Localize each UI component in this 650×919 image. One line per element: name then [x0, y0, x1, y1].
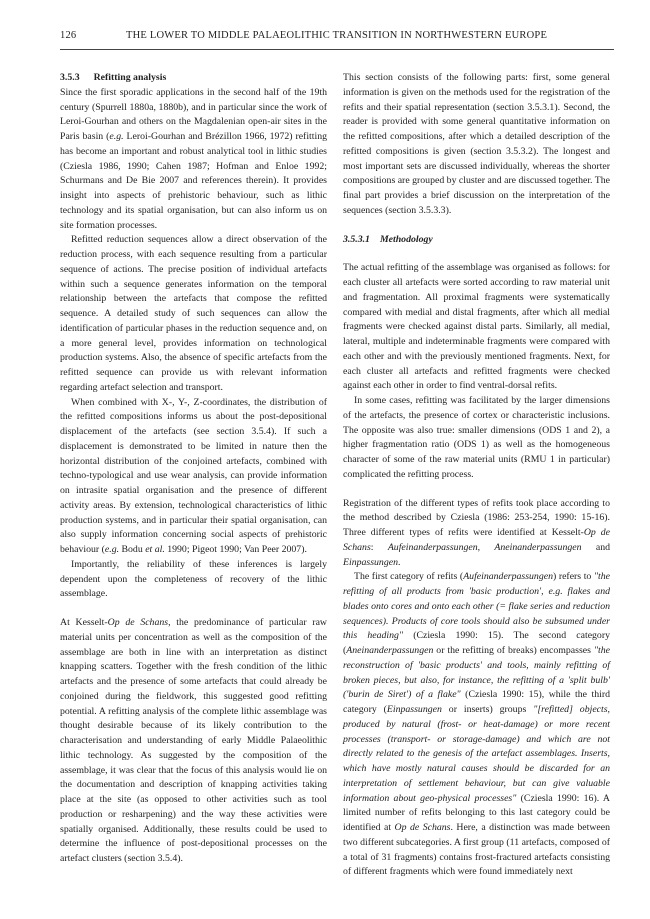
- text-run: At Kesselt-: [60, 617, 108, 628]
- text-run: ) refers to: [552, 571, 594, 583]
- spacer: [343, 219, 610, 233]
- paragraph: This section consists of the following parts: first, some general information is given on the methods used for the registration of the refits and their spatial representation (section 3.5.3.1). Second, the reader is provided with some general quantitative information on the refitted compositions, after which a detailed description of the refitted compositions is given (section 3.5.3.2). The longest and most important sets are discussed individually, whereas the shorter compositions are grouped by cluster and are discussed together. The final part provides a brief discussion on the interpretation of the sequences (section 3.5.3.3).: [343, 72, 610, 216]
- text-run: . Here, a distinction was made between two different subcategories. A first group (11 artefacts, composed of a total of 31 fragments) contains frost-fractured artefacts consisting of different fragments which were found immediately next: [343, 822, 611, 878]
- paragraph: In some cases, refitting was facilitated by the larger dimensions of the artefacts, the presence of cortex or characteristic inclusions. The opposite was also true: smaller dimensions (ODS 1 and 2), a higher fragmentation ratio (ODS 1) as well as the homogeneous character of some of the raw material units (RMU 1 in particular) complicated the refitting process.: [343, 395, 610, 480]
- italic-run: e.g.: [104, 544, 120, 555]
- text-run: :: [370, 541, 388, 553]
- text-run: Registration of the different types of refits took place according to the method described by Cziesla (1986: 253-254, 1990: 15-16). Three different types of refits were identified at Kesselt-: [343, 497, 610, 538]
- section-title: Refitting analysis: [93, 72, 167, 83]
- italic-run: et al.: [145, 544, 165, 555]
- paragraph: [60, 396, 327, 558]
- text-run: or the refitting of breaks) encompasses: [433, 645, 594, 656]
- paragraph: [343, 570, 610, 880]
- text-run: (Cziesla 1990: 16). A limited number of refits belonging to this last category could be identified at: [343, 792, 610, 833]
- text-run: Bodu: [119, 544, 146, 555]
- italic-run: Aneinanderpassungen: [494, 541, 582, 553]
- subsection-heading: [343, 233, 610, 248]
- running-header: [60, 30, 614, 46]
- paragraph: [343, 497, 610, 571]
- italic-quote: "[refitted] objects, produced by natural (frost- or heat-damage) or more recent processes (transport- or storage-damage) and which are not directly related to the genesis of the artefact assemblages. Inserts, which have mostly natural causes should be discarded for an interpretation of settlement behaviour, but can give valuable information about geo-physical processes": [343, 704, 611, 804]
- paragraph: [60, 86, 327, 234]
- italic-quote: "the refitting of all products from 'basic production', e.g. flakes and blades onto cores and onto each other (= flake series and reduction sequences). Products of core tools should also be subsumed under this heading": [343, 571, 610, 642]
- text-run: or inserts) groups: [441, 704, 534, 715]
- italic-quote: "the reconstruction of 'basic products' and tools, mainly refitting of broken pieces, but also, for instance, the refitting of a 'split bulb' ('burin de Siret') of a flake": [343, 645, 610, 701]
- paragraph: [60, 616, 327, 867]
- italic-run: Einpassungen: [343, 556, 398, 568]
- text-run: ,: [477, 541, 495, 553]
- paragraph: Importantly, the reliability of these inferences is largely dependent upon the completeness of recovery of the lithic assemblage.: [60, 558, 327, 600]
- text-run: , the predominance of particular raw material units per concentration as well as the composition of the assemblage are both in line with an interpretation as distinct knapping scatters. Together with the fresh condition of the lithic artefacts and the presence of some artefacts that could already be conjoined during the fieldwork, this suggested good refitting potential. A refitting analysis of the complete lithic assemblage was thought desirable because of its likely contribution to the characterisation and understanding of early Middle Palaeolithic lithic technology. As suggested by the composition of the assemblage, it was clear that the focus of this analysis would lie on the documentation and description of knapping activities taking place at the site (as opposed to other activities such as tool production or resharpening) and the way these activities were spatially organised. Additionally, these results could be used to determine the influence of post-depositional processes on the artefact clusters (section 3.5.4).: [60, 617, 327, 864]
- italic-run: Aufeinanderpassungen: [463, 571, 553, 583]
- section-heading: [60, 71, 327, 86]
- italic-run: Aufeinanderpassungen: [387, 541, 478, 553]
- italic-run: Op de Schans: [394, 822, 451, 833]
- subsection-number: 3.5.3.1: [343, 233, 370, 245]
- spacer: [60, 602, 327, 616]
- paragraph: Refitted reduction sequences allow a direct observation of the reduction process, with each sequence resulting from a particular sequence of actions. The precise position of individual artefacts within such a sequence generates information on the temporal relationship between the artefacts that compose the refitted sequence. A detailed study of such sequences can allow the identification of particular phases in the reduction sequence and, on a more general level, provides information on technological production systems. Also, the absence of specific artefacts from the refitted sequence can provide us with relevant information regarding artefact selection and transport.: [60, 234, 327, 393]
- section-number: 3.5.3: [60, 72, 80, 83]
- running-title: THE LOWER TO MIDDLE PALAEOLITHIC TRANSITION IN NORTHWESTERN EUROPE: [126, 30, 548, 41]
- left-column: [60, 71, 327, 867]
- italic-run: Op de Schans: [107, 617, 169, 628]
- right-column: [343, 71, 610, 880]
- italic-run: Op de Schans: [343, 527, 611, 553]
- text-run: (Cziesla 1990: 15). The second category (: [343, 630, 610, 656]
- subsection-title: Methodology: [379, 233, 433, 245]
- header-rule: [60, 49, 614, 50]
- paragraph: The actual refitting of the assemblage was organised as follows: for each cluster all artefacts were sorted according to raw material unit and fragmentation. All proximal fragments were systematically compared with medial and distal fragments, after which all medial fragments were checked against distal parts. Similarly, all medial, lateral, multiple and indeterminable fragments were compared with each other and with the previously mentioned fragments. Next, for each cluster all artefacts and refitted fragments were checked against each other in order to find ventral-dorsal refits.: [343, 262, 610, 392]
- italic-run: Einpassungen: [386, 704, 442, 715]
- text-run: Leroi-Gourhan and Brézillon 1966, 1972) refitting has become an important and robust analytical tool in lithic studies (Cziesla 1986, 1990; Cahen 1987; Hofman and Enloe 1992; Schurmans and De Bie 2007 and references therein). It provides insight into aspects of prehistoric behaviour, such as lithic technology and its spatial organisation, but can also inform us on site formation processes.: [60, 131, 328, 231]
- text-run: Since the first sporadic applications in the second half of the 19th century (Spurrell 1880a, 1880b), and in particular since the work of Leroi-Gourhan and others on the Magdalenian open-air sites in the Paris basin (: [60, 86, 327, 142]
- text-run: and: [581, 541, 610, 553]
- text-run: .: [397, 556, 401, 568]
- text-run: When combined with X-, Y-, Z-coordinates, the distribution of the refitted compositions informs us about the post-depositional displacement of the artefacts (see section 3.5.4). If such a displacement is demonstrated to be limited in nature then the horizontal distribution of the conjoined artefacts, combined with techno-typological and use wear analysis, can provide information on intrasite spatial organisation and the presence of different activity areas. By extension, technological characteristics of lithic production systems, and in particular their spatial organisation, can also supply information concerning social aspects of prehistoric behaviour (: [60, 396, 327, 555]
- italic-run: Aneinanderpassungen: [346, 645, 434, 656]
- text-run: The first category of refits (: [354, 571, 464, 583]
- spacer: [343, 247, 610, 261]
- text-run: (Cziesla 1990: 15), while the third category (: [343, 689, 610, 715]
- spacer: [343, 483, 610, 497]
- italic-run: e.g.: [109, 131, 124, 142]
- text-run: 1990; Pigeot 1990; Van Peer 2007).: [164, 544, 307, 555]
- page-number: 126: [60, 30, 77, 41]
